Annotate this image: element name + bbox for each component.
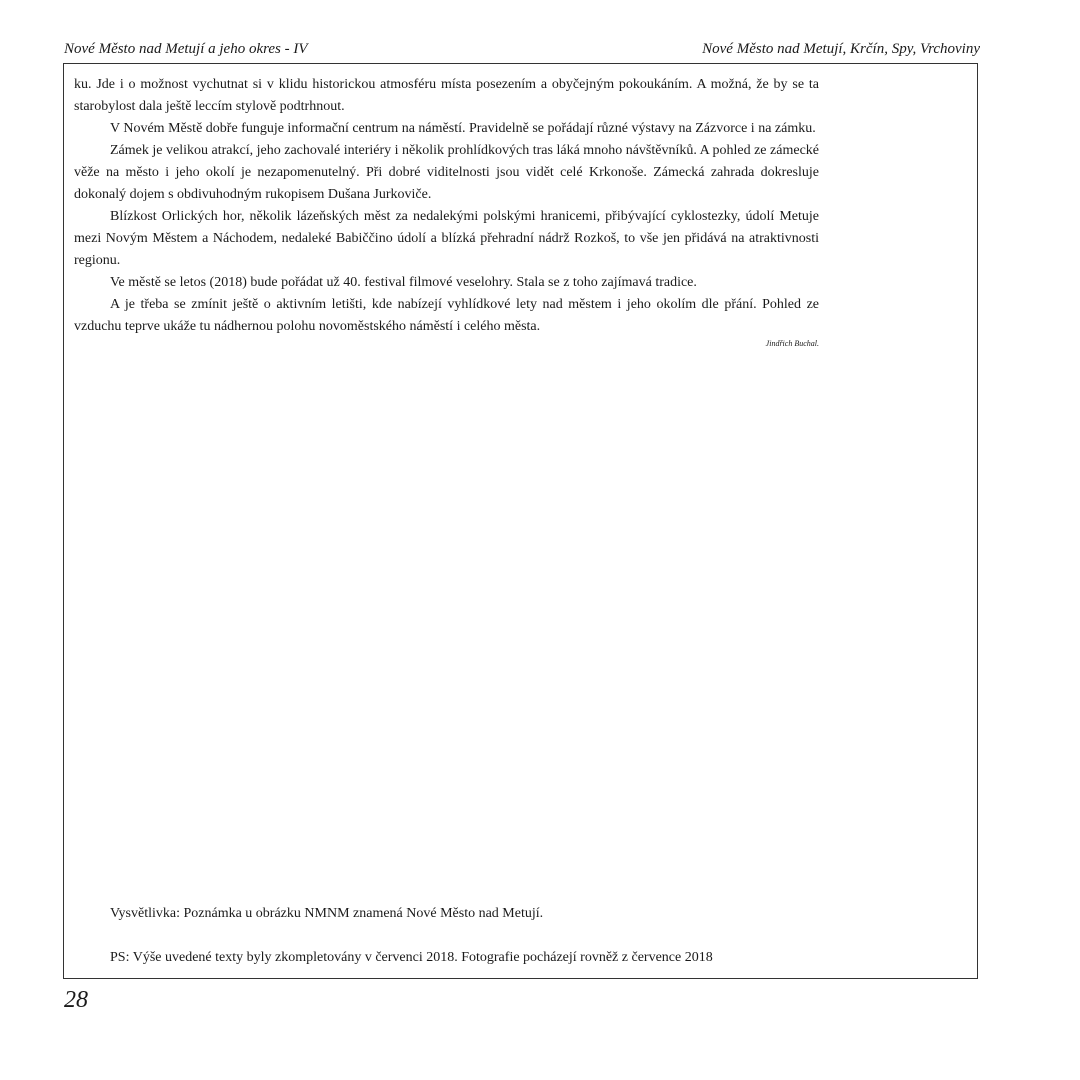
paragraph-info-centre: V Novém Městě dobře funguje informační centrum na náměstí. Pravidelně se pořádají různé výstavy na Zázvorce i na zámku. (110, 121, 816, 136)
running-header-right: Nové Město nad Metují, Krčín, Spy, Vrchoviny (702, 41, 980, 57)
explanation-note: Vysvětlivka: Poznámka u obrázku NMNM znamená Nové Město nad Metují. (110, 906, 544, 921)
paragraph-airfield: A je třeba se zmínit ještě o aktivním letišti, kde nabízejí vyhlídkové lety nad městem i jeho okolím dle přání. Pohled ze vzduchu teprve ukáže tu nádhernou polohu novoměstského náměstí i celého města. (74, 297, 819, 334)
paragraph-continuation: ku. Jde i o možnost vychutnat si v klidu historickou atmosféru místa posezením a obyčejným pokoukáním. A možná, že by se ta starobylost dala ještě leccím stylově podtrhnout. (74, 77, 819, 114)
paragraph-festival: Ve městě se letos (2018) bude pořádat už 40. festival filmové veselohry. Stala se z toho zajímavá tradice. (110, 275, 697, 290)
paragraph-castle: Zámek je velikou atrakcí, jeho zachovalé interiéry i několik prohlídkových tras láká mnoho návštěvníků. A pohled ze zámecké věže na město i jeho okolí je nezapomenutelný. Při dobré viditelnosti jsou vidět celé Krkonoše. Zámecká zahrada dokresluje dokonalý dojem s obdivuhodným rukopisem Dušana Jurkoviče. (74, 143, 819, 202)
text-frame (63, 63, 978, 979)
author-signature: Jindřich Buchal. (765, 339, 819, 348)
paragraph-region: Blízkost Orlických hor, několik lázeňských měst za nedalekými polskými hranicemi, přibývající cyklostezky, údolí Metuje mezi Novým Městem a Náchodem, nedaleké Babiččino údolí a blízká přehradní nádrž Rozkoš, to vše jen přidává na atraktivnosti regionu. (74, 209, 819, 268)
ps-note: PS: Výše uvedené texty byly zkompletovány v červenci 2018. Fotografie pocházejí rovněž z července 2018 (110, 950, 713, 965)
page-number: 28 (64, 987, 88, 1013)
article-body (74, 74, 819, 350)
running-header-left: Nové Město nad Metují a jeho okres - IV (64, 41, 308, 57)
